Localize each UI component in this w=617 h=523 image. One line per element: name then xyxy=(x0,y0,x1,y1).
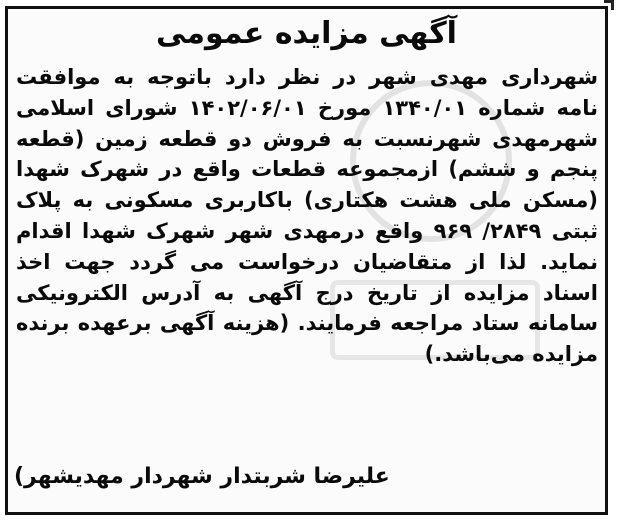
notice-title: آگهی مزایده عمومی xyxy=(156,16,457,51)
notice-signature: علیرضا شربتدار شهردار مهدیشهر) xyxy=(14,464,390,489)
notice-body: شهرداری مهدی شهر در نظر دارد باتوجه به موافقت نامه شماره ۱۳۴۰/۰۱ مورخ ۱۴۰۲/۰۶/۰۱ شورای اسلامی شهرمهدی شهرنسبت به فروش دو قطعه زمین (قطعه پنجم و ششم) ازمجموعه قطعات واقع در شهرک شهدا (مسکن ملی هشت هکتاری) باکاربری مسکونی به پلاک ثبتی ۲۸۴۹/ ۹۶۹ واقع درمهدی شهر شهرک شهدا اقدام نماید. لذا از متقاضیان درخواست می گردد جهت اخذ اسناد مزایده از تاریخ درج آگهی به آدرس الکترونیکی سامانه ستاد مراجعه فرمایند. (هزینه آگهی برعهده برنده مزایده می‌باشد.) xyxy=(16,65,599,367)
